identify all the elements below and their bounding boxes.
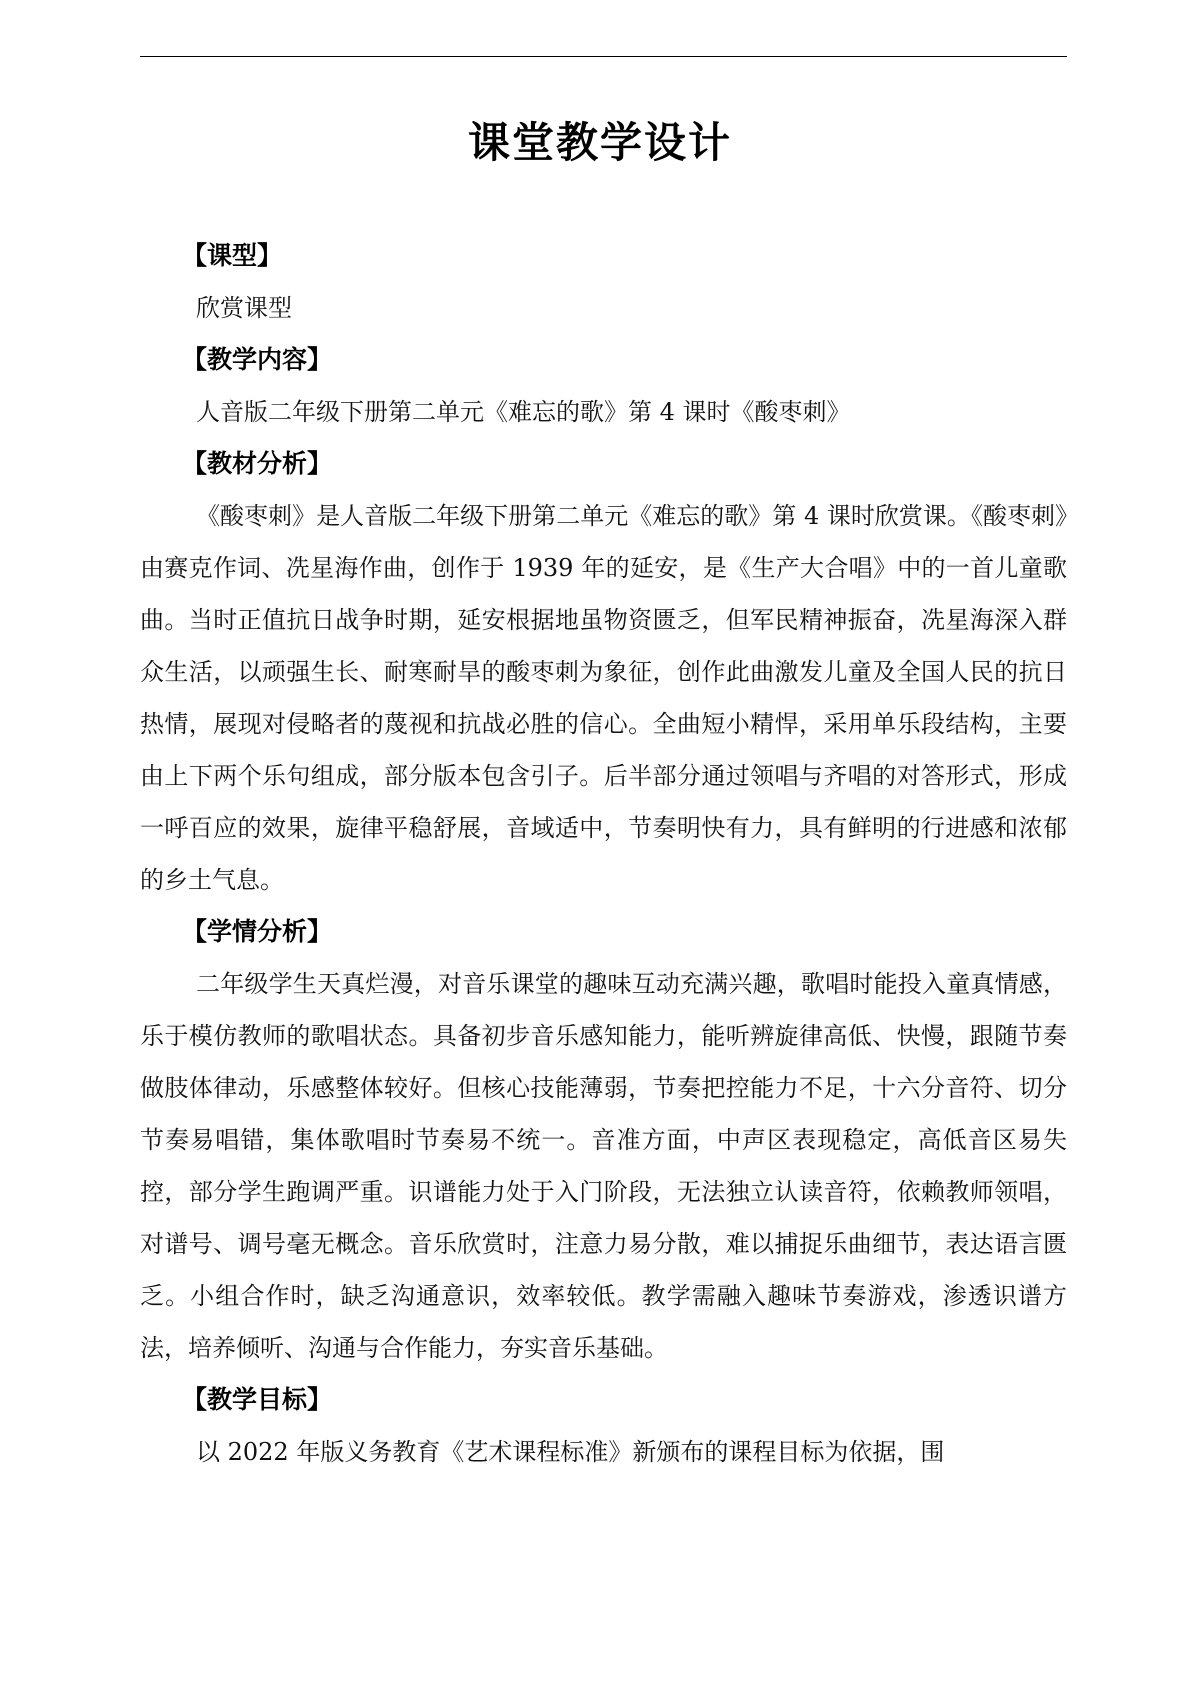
section-teaching-content	[140, 334, 1067, 438]
section-heading: 【学情分析】	[182, 917, 333, 946]
section-heading: 【教学内容】	[182, 345, 333, 374]
section-textbook-analysis	[140, 438, 1067, 906]
section-text: 人音版二年级下册第二单元《难忘的歌》第 4 课时《酸枣刺》	[196, 398, 851, 426]
section-paragraph: 《酸枣刺》是人音版二年级下册第二单元《难忘的歌》第 4 课时欣赏课。《酸枣刺》由赛克作词、冼星海作曲，创作于 1939 年的延安，是《生产大合唱》中的一首儿童歌曲。当时正值抗日战争时期，延安根据地虽物资匮乏，但军民精神振奋，冼星海深入群众生活，以顽强生长、耐寒耐旱的酸枣刺为象征，创作此曲激发儿童及全国人民的抗日热情，展现对侵略者的蔑视和抗战必胜的信心。全曲短小精悍，采用单乐段结构，主要由上下两个乐句组成，部分版本包含引子。后半部分通过领唱与齐唱的对答形式，形成一呼百应的效果，旋律平稳舒展，音域适中，节奏明快有力，具有鲜明的行进感和浓郁的乡土气息。	[140, 502, 1067, 894]
section-heading: 【教学目标】	[182, 1385, 333, 1414]
section-paragraph: 二年级学生天真烂漫，对音乐课堂的趣味互动充满兴趣，歌唱时能投入童真情感，乐于模仿教师的歌唱状态。具备初步音乐感知能力，能听辨旋律高低、快慢，跟随节奏做肢体律动，乐感整体较好。但核心技能薄弱，节奏把控能力不足，十六分音符、切分节奏易唱错，集体歌唱时节奏易不统一。音准方面，中声区表现稳定，高低音区易失控，部分学生跑调严重。识谱能力处于入门阶段，无法独立认读音符，依赖教师领唱，对谱号、调号毫无概念。音乐欣赏时，注意力易分散，难以捕捉乐曲细节，表达语言匮乏。小组合作时，缺乏沟通意识，效率较低。教学需融入趣味节奏游戏，渗透识谱方法，培养倾听、沟通与合作能力，夯实音乐基础。	[140, 970, 1067, 1362]
section-heading: 【课型】	[182, 241, 283, 270]
document-body	[140, 230, 1067, 1478]
section-teaching-goals	[140, 1374, 1067, 1478]
section-text: 欣赏课型	[196, 294, 292, 322]
section-lesson-type	[140, 230, 1067, 334]
page-title: 课堂教学设计	[467, 118, 732, 167]
section-paragraph: 以 2022 年版义务教育《艺术课程标准》新颁布的课程目标为依据，围	[196, 1438, 945, 1466]
section-student-analysis	[140, 906, 1067, 1374]
section-heading: 【教材分析】	[182, 449, 333, 478]
header-rule	[140, 56, 1067, 57]
